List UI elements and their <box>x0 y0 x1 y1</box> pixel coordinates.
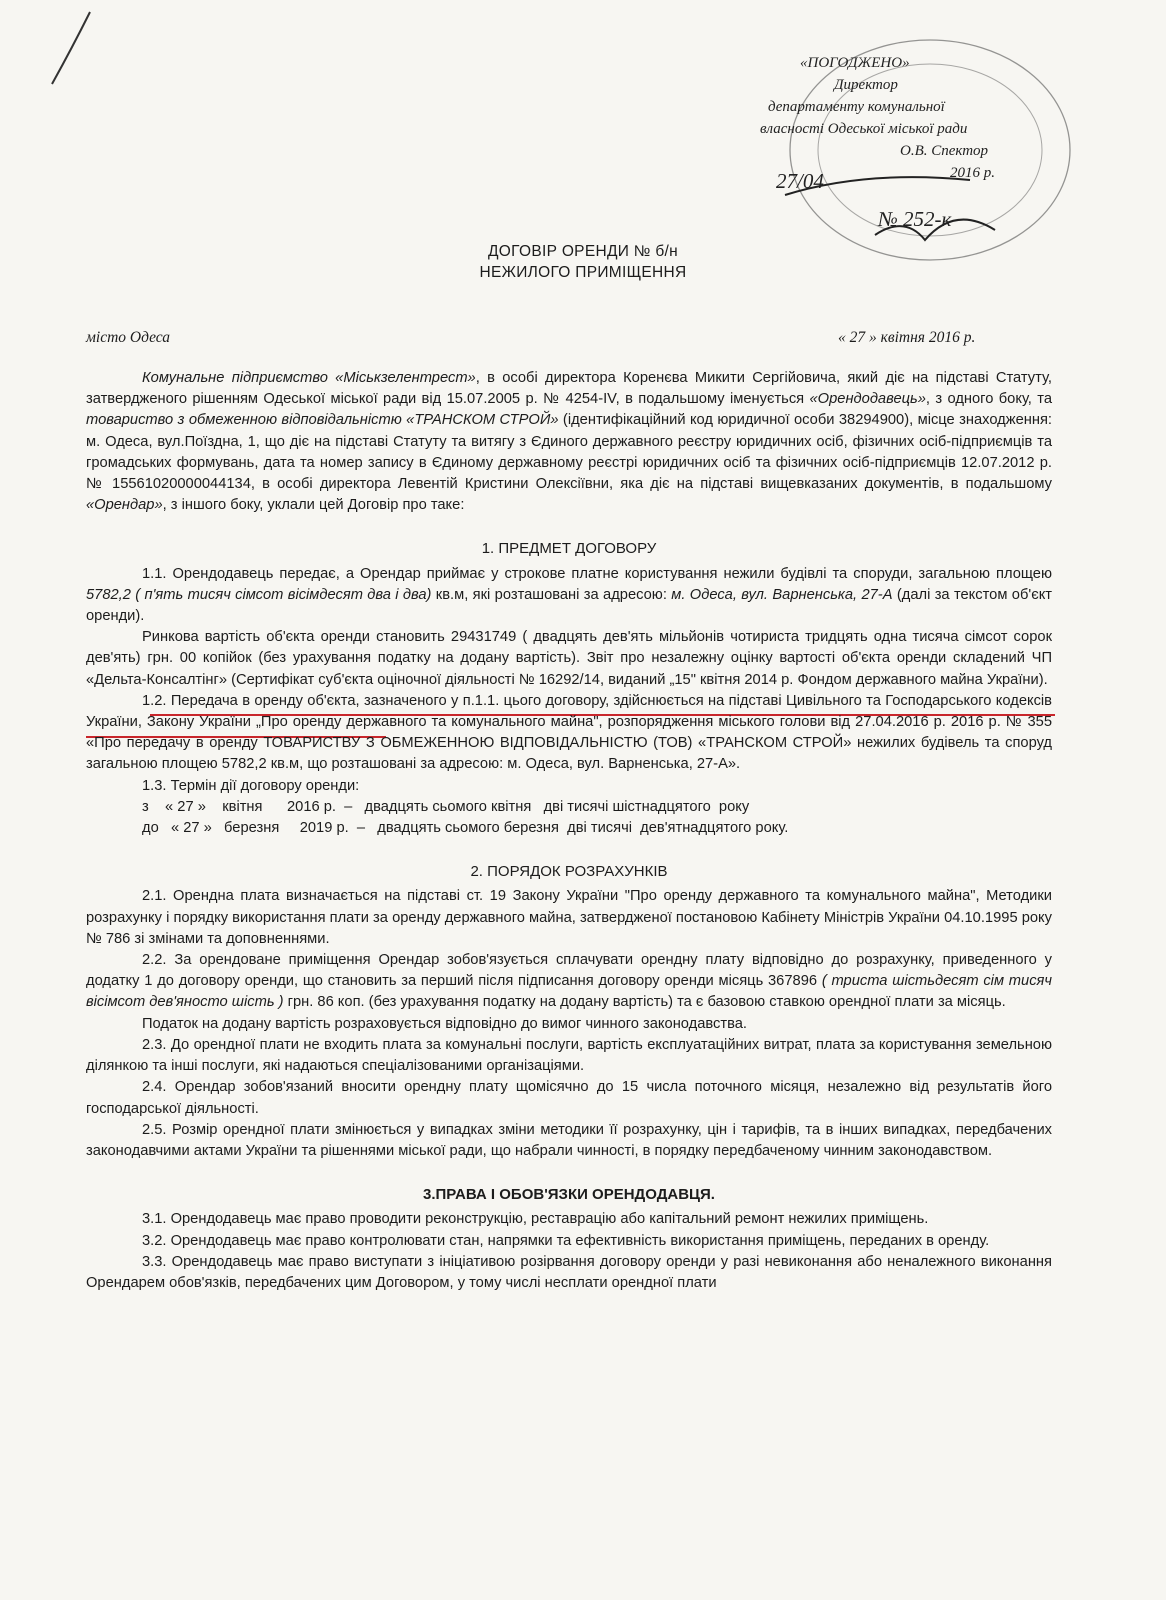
clause-1-2: 1.2. Передача в оренду об'єкта, зазначеного у п.1.1. цього договору, здійснюється на підставі Цивільного та Господарського кодексів України, Закону України „Про оренду державного та комунального майна", розпорядження міського голови від 27.04.2016 р. 2016 р. № 355 «Про передачу в оренду ТОВАРИСТВУ З ОБМЕЖЕННОЮ ВІДПОВІДАЛЬНІСТЮ (ТОВ) «ТРАНСКОМ СТРОЙ» нежилих будівель та споруд загальною площею 5782,2 кв.м, що розташовані за адресою: м. Одеса, вул. Варненська, 27-А». <box>86 692 1052 773</box>
clause-3-2: 3.2. Орендодавець має право контролювати стан, напрямки та ефективність використання приміщень, переданих в оренду. <box>142 1232 990 1249</box>
clause-2-3: 2.3. До орендної плати не входить плата за комунальні послуги, вартість експлуатаційних витрат, плата за користування земельною ділянкою та інші послуги, які надаються спеціалізованими організаціями. <box>86 1036 1052 1075</box>
object-address: м. Одеса, вул. Варненська, 27-А <box>671 586 893 603</box>
term-start: з « 27 » квітня 2016 р. – двадцять сьомого квітня дві тисячі шістнадцятого року <box>142 798 750 815</box>
intro-paragraph <box>86 368 1052 516</box>
contract-body <box>86 368 1052 1294</box>
clause-2-2-text-b: грн. 86 коп. (без урахування податку на додану вартість) та є базовою ставкою орендної плати за місяць. <box>283 994 1006 1011</box>
approval-authority: власності Одеської міської ради <box>760 121 968 137</box>
clause-2-1: 2.1. Орендна плата визначається на підставі ст. 19 Закону України "Про оренду державного та комунального майна", Методики розрахунку і порядку використання плати за оренду державного майна, затвердженої постановою Кабінету Міністрів України 04.10.1995 року № 786 зі змінами та доповненнями. <box>86 888 1052 947</box>
intro-text-a: , в особі директора Коренєва Микити Сергійовича, який діє на підставі Статуту, затвердженого рішенням Одеської міської ради від 15.07.2005 р. № 4254-IV, в подальшому іменується <box>86 370 1052 408</box>
section-1-title: 1. ПРЕДМЕТ ДОГОВОРУ <box>481 540 657 558</box>
clause-1-3: 1.3. Термін дії договору оренди: <box>142 777 360 794</box>
clause-2-4: 2.4. Орендар зобов'язаний вносити орендну плату щомісячно до 15 числа поточного місяця, незалежно від результатів його господарської діяльності. <box>86 1079 1052 1117</box>
clause-1-1-text-c: (далі за текстом об'єкт оренди). <box>86 586 1053 625</box>
lessor-alias: «Орендодавець» <box>809 391 926 408</box>
object-area: 5782,2 ( п'ять тисяч сімсот вісімдесят два і два) <box>86 586 432 603</box>
contract-date: « 27 » квітня 2016 р. <box>838 329 976 346</box>
clause-2-2-text-a: 2.2. За орендоване приміщення Орендар зобов'язується сплачувати орендну плату відповідно до розрахунку, приведенного у додатку 1 до договору оренди, що становить за перший після підписання договору оренди місяць 367896 <box>86 952 1052 990</box>
approval-block <box>760 52 1090 231</box>
clause-3-3: 3.3. Орендодавець має право виступати з ініціативою розірвання договору оренди у разі невиконання або неналежного виконання Орендарем обов'язків, передбачених цим Договором, у тому числі несплати орендної плати <box>86 1253 1052 1291</box>
intro-text-c: (ідентифікаційний код юридичної особи 38294900), місце знаходження: м. Одеса, вул.Поїздна, 1, що діє на підставі Статуту та витягу з Єдиного державного реєстру юридичних осіб, фізичних осіб-підприємців та громадських формувань, дата та номер запису в Єдиному державному реєстрі юридичних осіб та фізичних осіб-підприємців 12.07.2012 р. № 15561020000044134, в особі директора Левентій Кристини Олексіївни, яка діє на підставі вищевказаних документів, в подальшому <box>86 412 1052 493</box>
clause-2-5: 2.5. Розмір орендної плати змінюється у випадках зміни методики її розрахунку, цін і тарифів, та в інших випадках, передбачених законодавчими актами України та рішеннями міської ради, що набрали чинності, в порядку передбаченому чинним законодавством. <box>86 1121 1052 1159</box>
section-3-title: 3.ПРАВА І ОБОВ'ЯЗКИ ОРЕНДОДАВЦЯ. <box>423 1186 715 1204</box>
lessee-alias: «Орендар» <box>86 497 163 514</box>
rent-amount-words: ( триста шістьдесят сім тисяч вісімсот дев'яносто шість ) <box>86 973 1052 1011</box>
approval-handwritten-number: № 252-к <box>878 207 952 231</box>
clause-2-2 <box>86 950 1052 1014</box>
term-end: до « 27 » березня 2019 р. – двадцять сьомого березня дві тисячі дев'ятнадцятого року. <box>142 820 789 837</box>
contract-city: місто Одеса <box>86 329 171 346</box>
clause-1-1 <box>86 564 1052 628</box>
approval-signatory: О.В. Спектор <box>900 143 989 159</box>
market-value-paragraph: Ринкова вартість об'єкта оренди становить 29431749 ( двадцять дев'ять мільйонів чотириста тридцять одна тисяча сімсот сорок дев'ять) грн. 00 копійок (без урахування податку на додану вартість). Звіт про незалежну оцінку вартості об'єкта оренди складений ЧП «Дельта-Консалтінг» (Сертифікат суб'єкта оціночної діяльності № 16292/14, виданий „15" квітня 2014 р. Фондом державного майна України). <box>86 629 1052 688</box>
pen-mark <box>38 8 98 88</box>
clause-1-1-text-a: 1.1. Орендодавець передає, а Орендар приймає у строкове платне користування нежили будівлі та споруди, загальною площею <box>142 565 1052 582</box>
contract-title: ДОГОВІР ОРЕНДИ № б/н <box>488 243 678 260</box>
approval-year: 2016 р. <box>950 165 995 181</box>
approval-position: Директор <box>834 77 898 93</box>
section-2-title: 2. ПОРЯДОК РОЗРАХУНКІВ <box>470 863 668 881</box>
approval-department: департаменту комунальної <box>768 99 945 115</box>
lessee-name: товариство з обмеженною відповідальністю «ТРАНСКОМ СТРОЙ» <box>86 412 559 429</box>
clause-3-1: 3.1. Орендодавець має право проводити реконструкцію, реставрацію або капітальний ремонт нежилих приміщень. <box>142 1211 929 1228</box>
clause-1-1-text-b: кв.м, які розташовані за адресою: <box>431 586 672 603</box>
contract-subtitle: НЕЖИЛОГО ПРИМІЩЕННЯ <box>479 264 687 281</box>
intro-text-b: , з одного боку, та <box>925 391 1053 408</box>
lessor-name: Комунальне підприємство «Міськзелентрест» <box>142 370 476 386</box>
vat-note: Податок на додану вартість розраховується відповідно до вимог чинного законодавства. <box>142 1015 747 1032</box>
approval-handwritten-date: 27/04 <box>776 169 824 193</box>
intro-text-d: , з іншого боку, уклали цей Договір про таке: <box>162 497 465 514</box>
approval-heading: «ПОГОДЖЕНО» <box>800 55 910 71</box>
